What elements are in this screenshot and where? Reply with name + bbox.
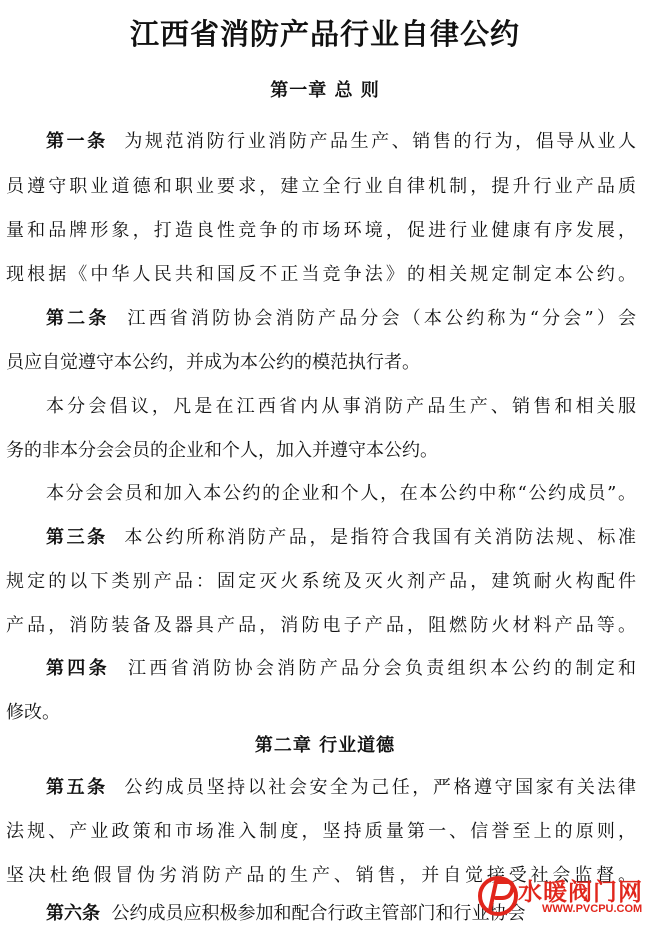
article-label: 第二条 — [46, 308, 110, 329]
watermark-url: WWW.PVCPU.COM — [542, 903, 643, 915]
article-2-line-2: 员应自觉遵守本公约，并成为本公约的模范执行者。 — [6, 352, 420, 373]
article-3-line-3: 产品，消防装备及器具产品，消防电子产品，阻燃防火材料产品等。 — [6, 615, 636, 636]
article-label: 第一条 — [46, 131, 108, 152]
article-5-line-1: 第五条 公约成员坚持以社会安全为己任，严格遵守国家有关法律 — [46, 777, 637, 798]
site-watermark — [478, 872, 650, 921]
article-3-line-1: 第三条 本公约所称消防产品，是指符合我国有关消防法规、标准 — [46, 527, 637, 548]
article-2-line-1: 第二条 江西省消防协会消防产品分会（本公约称为“分会”）会 — [46, 308, 637, 329]
article-1-line-3: 量和品牌形象，打造良性竞争的市场环境，促进行业健康有序发展， — [6, 220, 636, 241]
article-1-line-1: 第一条 为规范消防行业消防产品生产、销售的行为，倡导从业人 — [46, 131, 637, 152]
article-6-line-1: 第六条 公约成员应积极参加和配合行政主管部门和行业协会 — [46, 903, 526, 924]
chapter-heading-1: 第一章 总 则 — [270, 80, 380, 101]
watermark-name: 水暖阀门网 — [518, 878, 643, 906]
article-2-para-3-line-1: 本分会会员和加入本公约的企业和个人，在本公约中称“公约成员”。 — [46, 483, 636, 504]
article-2-para-2-line-2: 务的非本分会会员的企业和个人，加入并遵守本公约。 — [6, 440, 438, 461]
article-label: 第四条 — [46, 658, 110, 679]
article-4-line-1: 第四条 江西省消防协会消防产品分会负责组织本公约的制定和 — [46, 658, 637, 679]
article-3-line-2: 规定的以下类别产品：固定灭火系统及灭火剂产品，建筑耐火构配件 — [6, 571, 636, 592]
chapter-heading-2: 第二章 行业道德 — [254, 735, 396, 756]
article-2-para-2-line-1: 本分会倡议，凡是在江西省内从事消防产品生产、销售和相关服 — [46, 396, 636, 417]
article-5-line-2: 法规、产业政策和市场准入制度，坚持质量第一、信誉至上的原则， — [6, 821, 636, 842]
article-label: 第五条 — [46, 777, 108, 798]
watermark-logo-icon — [478, 874, 518, 920]
page-title: 江西省消防产品行业自律公约 — [129, 17, 520, 51]
article-label: 第六条 — [46, 903, 100, 924]
article-label: 第三条 — [46, 527, 108, 548]
article-5-line-3: 坚决杜绝假冒伪劣消防产品的生产、销售，并自觉接受社会监督。 — [6, 865, 636, 886]
article-1-line-2: 员遵守职业道德和职业要求，建立全行业自律机制，提升行业产品质 — [6, 176, 636, 197]
article-1-line-4: 现根据《中华人民共和国反不正当竞争法》的相关规定制定本公约。 — [6, 264, 636, 285]
article-4-line-2: 修改。 — [6, 702, 60, 723]
